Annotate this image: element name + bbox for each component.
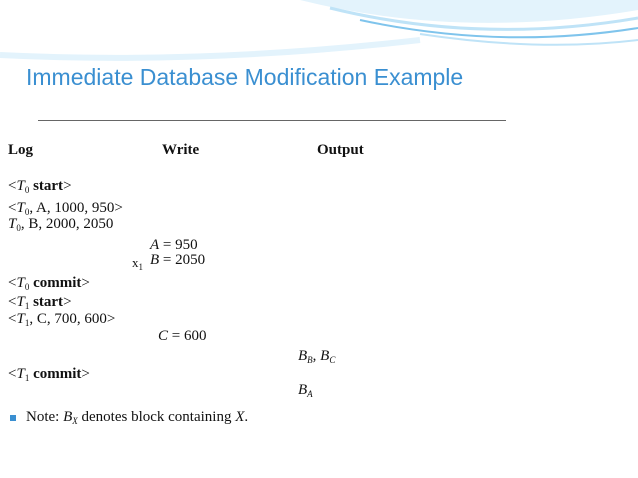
note-text: Note: $B_X$ denotes block containing X. — [26, 409, 249, 426]
slide-title: Immediate Database Modification Example — [26, 64, 464, 90]
bullet-icon — [10, 415, 16, 421]
write-c: C = 600 — [158, 328, 207, 344]
log-line-t1-commit: $<T_1$ commit> — [8, 366, 90, 383]
log-line-t0-b: $T_0$, B, 2000, 2050 — [8, 216, 114, 233]
log-line-t0-a: $<T_0$, A, 1000, 950> — [8, 200, 123, 217]
title-divider — [38, 120, 506, 121]
write-a: A = 950 — [150, 237, 198, 253]
header-log: Log — [8, 142, 34, 158]
header-write: Write — [162, 142, 200, 158]
x1-marker: $x_1$ — [132, 255, 143, 272]
header-swoosh-decoration — [0, 0, 638, 70]
header-output: Output — [317, 142, 364, 158]
output-bb-bc: $B_B$, $B_C$ — [298, 348, 336, 365]
log-line-t1-start: $<T_1$ start> — [8, 294, 72, 311]
log-line-t0-commit: $<T_0$ commit> — [8, 275, 90, 292]
log-line-t1-c: $<T_1$, C, 700, 600> — [8, 311, 116, 328]
write-b: B = 2050 — [150, 252, 206, 268]
output-ba: $B_A$ — [298, 382, 313, 399]
log-line-t0-start: $<T_0$ start> — [8, 178, 72, 195]
